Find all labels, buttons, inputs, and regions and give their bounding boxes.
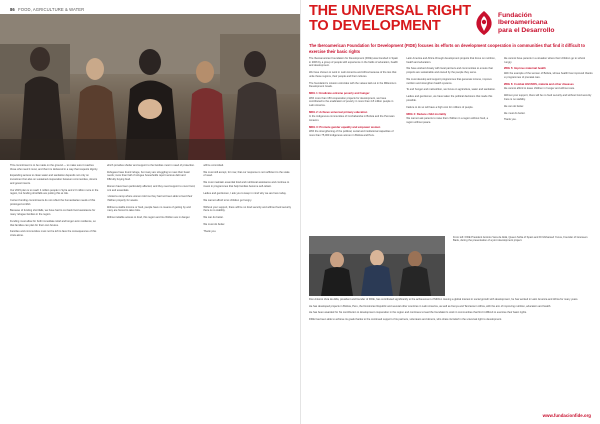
paragraph: Without your support, there will be no food security and without food security there is no stability. xyxy=(203,205,292,213)
paragraph: We must still accept, for now, that our response is not sufficient to the scale of need. xyxy=(203,170,290,178)
paragraph: Because of funding shortfalls, we have had to cut back food assistance for many refugee families in the region. xyxy=(10,209,96,217)
paragraph: We cannot afford to let children go hungry. xyxy=(203,198,252,202)
paragraph: Ladies and gentlemen, I ask you to keep in mind why we are here today. xyxy=(203,191,287,195)
fide-logo-icon xyxy=(473,10,495,36)
column-2 xyxy=(107,164,196,418)
paragraph: We cannot afford to leave children in hunger and without care. xyxy=(503,87,575,91)
paragraph: We can do better. xyxy=(503,104,524,108)
paragraph: We can do better. xyxy=(203,216,224,220)
paragraph: We must develop and support programmes that generate income, improve nutrition and strengthen health systems. xyxy=(406,77,492,85)
paragraph: Without reliable access to food, this region and its children are in danger. xyxy=(106,216,191,220)
mdg-heading: MDG 1: Eradicate extreme poverty and hunger xyxy=(309,92,370,95)
paragraph: This commitment is to be made on the ground — to make sure it reaches those who need it most, and that it is delivered in a way that respects dignity. xyxy=(10,164,98,171)
body-text xyxy=(309,298,593,324)
logo-line-1: Fundación xyxy=(498,11,532,19)
column-3 xyxy=(203,164,292,418)
page-title xyxy=(309,4,499,34)
title-line-2: TO DEVELOPMENT xyxy=(309,18,441,34)
paragraph: FIDE has been able to achieve its goals thanks to the continued support of its partners, volunteers and donors, who share its belief in the universal right to development. xyxy=(309,317,502,321)
paragraph: Our 2015 plan is to reach 4 million people in Syria and 2.3 million more in the region, but funding shortfalls are putting this at risk. xyxy=(10,188,99,196)
column-3 xyxy=(504,57,593,235)
column-1 xyxy=(10,164,99,418)
paragraph: Current funding commitments do not reflect the humanitarian needs of this prolonged conflict. xyxy=(10,199,96,206)
paragraph: Funding must allow for both immediate relief and longer-term resilience, so that families can plan for their own futures. xyxy=(10,219,96,227)
mdg-heading: MDG 2: Achieve universal primary education xyxy=(309,110,368,114)
paragraph: I visited a camp where women told me they had not been able to feed their children properly for weeks. xyxy=(106,195,193,202)
photo-illustration xyxy=(0,14,300,160)
paragraph: He has been awarded for his contribution to development cooperation in the region and continues to lead the foundation's work in communities that find it difficult to exercise their basic rights. xyxy=(309,311,527,315)
paragraph: We have chosen to work in Latin America and Africa because of the ties that unite these regions, their people and their cultures. xyxy=(309,71,397,78)
left-columns xyxy=(10,164,292,418)
photo-caption: From left: FIDE President Antonio Vera de Aldá, Queen Sofía of Spain and Dr Mohamed Yunus, Founder of Grameen Bank, during the presentation of a joint development project. xyxy=(453,236,588,243)
title-line-1: THE UNIVERSAL RIGHT xyxy=(309,3,471,19)
page-number: 86 xyxy=(10,7,15,12)
paragraph: The foundation's mission coincides with the values laid out in the Millennium Development Goals. xyxy=(309,81,397,89)
column-2 xyxy=(406,57,495,235)
paragraph: Families and communities must not be left to face the consequences of this crisis alone. xyxy=(10,230,97,237)
paragraph: We must do better. xyxy=(203,223,226,227)
paragraph: Ladies and gentlemen, we have taken the political decisions that made this possible. xyxy=(406,95,493,102)
section-label: FOOD, AGRICULTURE & WATER xyxy=(18,7,85,12)
paragraph: We must do better. xyxy=(503,111,526,115)
column-1 xyxy=(309,57,398,235)
right-page xyxy=(300,0,600,424)
paragraph: which provides shelter and support to the families most in need of protection. xyxy=(106,164,195,167)
logo-line-3: para el Desarrollo xyxy=(498,26,555,34)
paragraph: We cannot have parents in a situation where their children go to school hungry. xyxy=(503,57,586,64)
page-header xyxy=(10,7,84,12)
paragraph: Without your support, there will be no food security and without food security there is no stability. xyxy=(503,94,592,101)
paragraph: He has developed projects in Bolivia, Peru, the Dominican Republic and several other countries in Latin America, as well as Kenya and Tanzania in Africa, with the aim of improving nutrition, education and health. xyxy=(309,304,552,308)
paragraph: To end hunger and malnutrition, we focus on agriculture, water and sanitation. xyxy=(406,88,496,92)
fide-logo xyxy=(473,8,595,38)
paragraph: Expanding access to clean water and sanitation depends not only on investment but also on sustained cooperation between communities, donors and governments. xyxy=(10,174,98,185)
right-columns xyxy=(309,57,593,235)
paragraph: Don Antonio Vera de Aldá, president and founder of FIDE, has contributed significantly to the achievement of MDG1. Having a global interest in social growth with development, he has worked in Latin America and Africa for many years. xyxy=(309,298,579,301)
paragraph: With more than 150 cooperation projects for development, we have contributed to the eradication of poverty in more than 4.8 million people in Latin America. xyxy=(309,96,394,107)
paragraph: Thank you. xyxy=(203,230,217,234)
paragraph: The Iberoamerican Foundation for Development (FIDE) was founded in Spain in 2006 by a group of people with experience in the fields of education, health and development. xyxy=(309,57,399,68)
mdg-heading: MDG 6: Combat HIV/AIDS, malaria and other diseases xyxy=(503,82,574,86)
paragraph: Latin America and Africa through development projects that focus on nutrition, health and education. xyxy=(406,57,496,64)
paragraph: Without a stable income or food, people have no means of getting by and many are forced to take risks. xyxy=(106,205,191,213)
paragraph: With the example of the women of Bolivia, whose health has improved thanks to programmes of prenatal care. xyxy=(503,72,593,79)
refugee-women-and-children-photo xyxy=(0,14,300,160)
logo-line-2: Iberoamericana xyxy=(498,19,548,27)
fide-meeting-photo xyxy=(309,236,445,296)
mdg-heading: MDG 5: Improve maternal health xyxy=(503,67,546,71)
paragraph: We must maintain essential food and nutritional assistance and continue to invest in programmes that help families become self-reliant. xyxy=(203,181,290,188)
paragraph: Refugees have found refuge, but many are struggling to meet their basic needs; more than half of refugee households report serious debt and difficulty buying food. xyxy=(106,170,190,182)
mdg-heading: MDG 4: Reduce child mortality xyxy=(406,112,447,116)
paragraph: Women have been particularly affected, and they need support to cover food, rent and essentials. xyxy=(106,184,196,192)
paragraph: With the strengthening of the political, social and institutional capacities of more than 75,000 indigenous women in Bolivia and Peru. xyxy=(309,130,394,137)
paragraph: Thank you. xyxy=(503,118,517,122)
website-url[interactable]: www.fundacionfide.org xyxy=(542,413,591,418)
paragraph: In the indigenous communities of Cochabamba in Bolivia and the Peruvian Amazon. xyxy=(309,115,395,122)
paragraph: Failure to do so will have a high cost for millions of people. xyxy=(406,105,474,109)
logo-text xyxy=(498,12,555,34)
paragraph: will be committed. xyxy=(203,164,224,167)
subtitle: The Iberoamerican Foundation for Development (FIDE) focuses its efforts on development cooperation in communities that find it difficult to exercise their basic rights xyxy=(309,43,586,54)
paragraph: We cannot ask parents to raise their children in a region without food, a region without peace. xyxy=(406,117,489,124)
photo-illustration xyxy=(309,236,445,296)
paragraph: We have worked closely with local partners and communities to ensure that projects are sustainable and owned by the people they serve. xyxy=(406,67,493,75)
mdg-heading: MDG 3: Promote gender equality and empower women xyxy=(309,125,381,129)
